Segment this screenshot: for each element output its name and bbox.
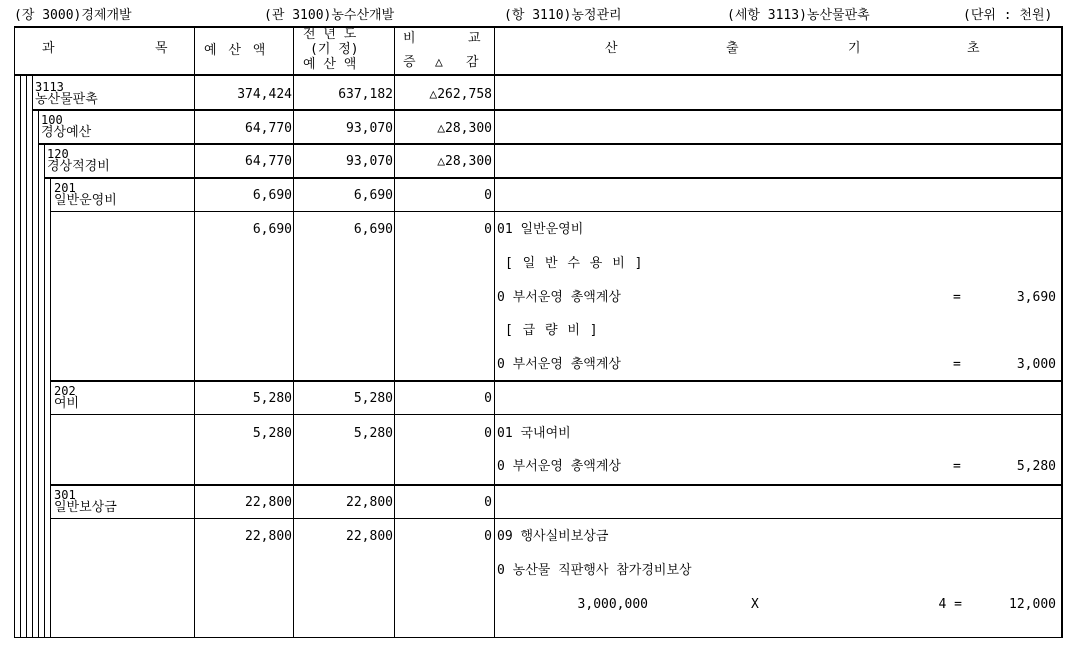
row-code: 120: [47, 147, 69, 161]
sub-item-label: (세항 3113)농산물판촉: [727, 8, 870, 23]
detail-title: 01 일반운영비: [497, 222, 584, 237]
row-code: 301: [54, 488, 76, 502]
header-prev-1: 전 년 도: [303, 27, 357, 42]
detail-line: 0 부서운영 총액계상: [497, 459, 621, 474]
detail-title: 01 국내여비: [497, 426, 571, 441]
detail-multiply: X: [751, 597, 759, 612]
chapter-label: (장 3000)경제개발: [14, 8, 132, 23]
row-prev: 22,800: [346, 529, 393, 544]
row-name: 여비: [54, 396, 80, 411]
detail-amount: 5,280: [1016, 459, 1056, 474]
row-code: 3113: [35, 80, 64, 94]
detail-subheading: [ 급 량 비 ]: [505, 323, 599, 338]
header-basis-3: 기: [848, 41, 861, 56]
header-budget: 예 산 액: [204, 43, 268, 58]
detail-amount: 3,690: [1016, 290, 1056, 305]
row-code: 201: [54, 181, 76, 195]
detail-equals: =: [953, 290, 961, 305]
item-label: (항 3110)농정관리: [504, 8, 622, 23]
row-diff: △262,758: [429, 87, 492, 102]
header-cmp-2b: △: [435, 55, 443, 70]
detail-amount: 3,000: [1016, 357, 1056, 372]
row-diff: △28,300: [437, 154, 492, 169]
header-prev-3: 예 산 액: [303, 57, 357, 72]
detail-equals: =: [953, 459, 961, 474]
detail-line: 0 부서운영 총액계상: [497, 290, 621, 305]
row-budget: 22,800: [245, 529, 292, 544]
row-budget: 64,770: [245, 154, 292, 169]
row-prev: 6,690: [353, 222, 393, 237]
row-name: 일반운영비: [54, 193, 117, 208]
detail-line: 0 농산물 직판행사 참가경비보상: [497, 563, 692, 578]
row-budget: 6,690: [252, 188, 292, 203]
row-code: 100: [41, 113, 63, 127]
row-diff: △28,300: [437, 121, 492, 136]
row-prev: 93,070: [346, 121, 393, 136]
detail-equals: =: [953, 357, 961, 372]
detail-unit-price: 3,000,000: [577, 597, 648, 612]
row-name: 경상적경비: [47, 159, 110, 174]
row-diff: 0: [484, 495, 492, 510]
header-basis-2: 출: [726, 41, 739, 56]
row-prev: 5,280: [353, 426, 393, 441]
row-diff: 0: [484, 426, 492, 441]
header-basis-1: 산: [605, 41, 618, 56]
header-cmp-1b: 교: [468, 31, 481, 46]
row-name: 일반보상금: [54, 500, 117, 515]
row-diff: 0: [484, 391, 492, 406]
row-prev: 22,800: [346, 495, 393, 510]
header-cmp-1a: 비: [403, 31, 416, 46]
row-prev: 93,070: [346, 154, 393, 169]
row-budget: 22,800: [245, 495, 292, 510]
row-diff: 0: [484, 188, 492, 203]
row-prev: 5,280: [353, 391, 393, 406]
row-name: 농산물판촉: [35, 92, 98, 107]
row-budget: 374,424: [237, 87, 292, 102]
detail-title: 09 행사실비보상금: [497, 529, 609, 544]
row-budget: 6,690: [252, 222, 292, 237]
section-label: (관 3100)농수산개발: [264, 8, 395, 23]
header-cmp-2a: 증: [403, 55, 416, 70]
row-prev: 637,182: [338, 87, 393, 102]
detail-line: 0 부서운영 총액계상: [497, 357, 621, 372]
detail-subheading: [ 일 반 수 용 비 ]: [505, 256, 644, 271]
row-prev: 6,690: [353, 188, 393, 203]
header-mok: 목: [155, 41, 168, 56]
detail-count: 4 =: [938, 597, 962, 612]
detail-amount: 12,000: [1009, 597, 1056, 612]
header-cmp-2c: 감: [466, 55, 479, 70]
row-budget: 5,280: [252, 391, 292, 406]
row-diff: 0: [484, 222, 492, 237]
header-gwa: 과: [42, 41, 55, 56]
header-prev-2: (기 정): [310, 42, 359, 57]
row-name: 경상예산: [41, 125, 92, 140]
header-basis-4: 초: [967, 41, 980, 56]
row-budget: 64,770: [245, 121, 292, 136]
unit-label: (단위 : 천원): [963, 8, 1053, 23]
row-diff: 0: [484, 529, 492, 544]
row-code: 202: [54, 384, 76, 398]
row-budget: 5,280: [252, 426, 292, 441]
